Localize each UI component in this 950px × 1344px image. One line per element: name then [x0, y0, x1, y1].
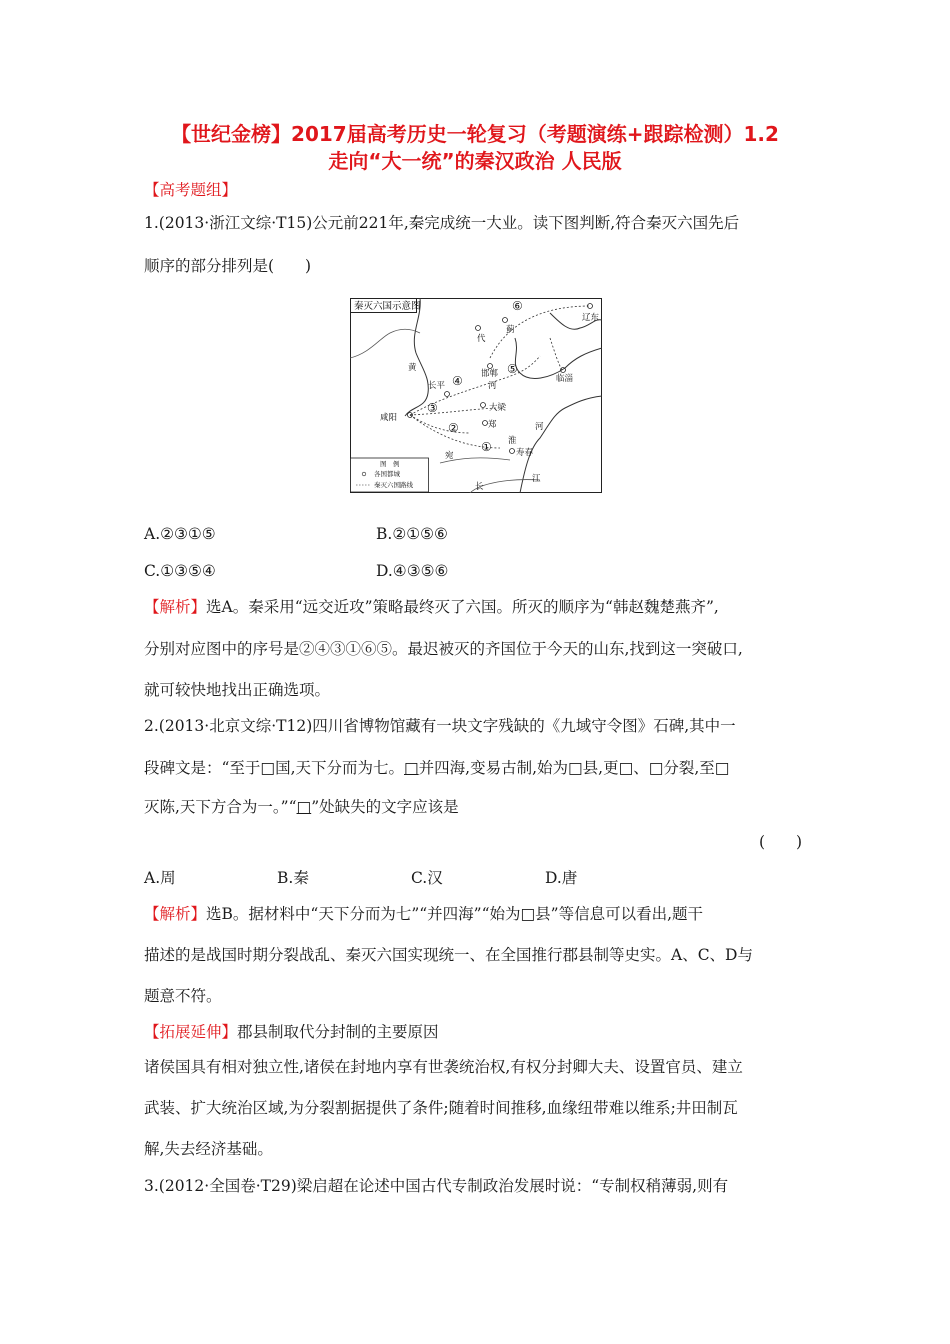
- extension-tag: 【拓展延伸】: [144, 1023, 238, 1041]
- q2-stem-text-3a: 灭陈,天下方合为一。”“: [144, 798, 297, 816]
- q2-stem-line-1: 2.(2013·北京文综·T12)四川省博物馆藏有一块文字残缺的《九域守令图》石碑,其中一: [144, 717, 736, 735]
- q2-analysis-tag: 【解析】: [144, 905, 207, 923]
- q2-stem-line-2: [144, 758, 729, 778]
- marker-3: ③: [427, 401, 438, 415]
- q1-analysis-line-1: [144, 597, 719, 617]
- qin-conquest-map: [350, 298, 602, 493]
- q1-analysis-text-1: 选A。秦采用“远交近攻”策略最终灭了六国。所灭的顺序为“韩赵魏楚燕齐”,: [206, 598, 719, 616]
- q2-option-b: B.秦: [277, 869, 309, 887]
- q1-analysis-line-3: 就可较快地找出正确选项。: [144, 681, 331, 699]
- q2-option-c: C.汉: [411, 869, 443, 887]
- q3-stem-line-1: 3.(2012·全国卷·T29)梁启超在论述中国古代专制政治发展时说：“专制权稍薄弱,则有: [144, 1177, 729, 1195]
- extension-line-1: 诸侯国具有相对独立性,诸侯在封地内享有世袭统治权,有权分封卿大夫、设置官员、建立: [144, 1058, 743, 1076]
- marker-4: ④: [452, 374, 463, 388]
- document-title-line-2: 走向“大一统”的秦汉政治 人民版: [328, 149, 622, 173]
- marker-2: ②: [448, 421, 459, 435]
- label-huai: 淮: [508, 436, 517, 446]
- label-wan: 宛: [445, 451, 454, 461]
- marker-1: ①: [481, 440, 492, 454]
- q2-option-d: D.唐: [545, 869, 578, 887]
- q2-analysis-text-1: 选B。据材料中“天下分而为七”“并四海”“始为□县”等信息可以看出,题干: [206, 905, 704, 923]
- label-huang: 黄: [408, 363, 417, 373]
- q2-stem-line-3: [144, 797, 459, 817]
- q1-stem-line-2: 顺序的部分排列是( ): [144, 257, 312, 275]
- label-handan: 邯郸: [481, 369, 499, 379]
- legend-capital: 各国都城: [374, 470, 400, 478]
- q2-blank-box: □: [404, 759, 419, 777]
- extension-heading: 郡县制取代分封制的主要原因: [237, 1023, 439, 1041]
- legend-title: 图 例: [380, 460, 400, 468]
- q2-stem-text-2a: 段碑文是：“至于□国,天下分而为七。: [144, 759, 404, 777]
- q1-option-c: C.①③⑤④: [144, 562, 216, 580]
- q2-analysis-line-3: 题意不符。: [144, 987, 222, 1005]
- label-he: 河: [488, 381, 497, 391]
- label-he-2: 河: [535, 422, 544, 432]
- label-chang: 长: [475, 482, 484, 492]
- q1-stem-line-1: 1.(2013·浙江文综·T15)公元前221年,秦完成统一大业。读下图判断,符合秦灭六国先后: [144, 214, 740, 232]
- q2-stem-text-2b: 并四海,变易古制,始为□县,更□、□分裂,至□: [418, 759, 730, 777]
- q1-option-b: B.②①⑤⑥: [376, 525, 448, 543]
- document-title-line-1: 【世纪金榜】2017届高考历史一轮复习（考题演练+跟踪检测）1.2: [171, 122, 779, 146]
- label-linzi: 临淄: [556, 374, 574, 384]
- label-dai: 代: [477, 334, 486, 344]
- q2-answer-paren: ( ): [759, 833, 803, 851]
- label-shouchun: 寿春: [516, 448, 534, 458]
- q2-stem-text-3b: ”处缺失的文字应该是: [311, 798, 459, 816]
- q1-option-a: A.②③①⑤: [144, 525, 216, 543]
- q1-option-d: D.④③⑤⑥: [376, 562, 449, 580]
- label-daliang: 大梁: [489, 403, 507, 413]
- q2-analysis-line-2: 描述的是战国时期分裂战乱、秦灭六国实现统一、在全国推行郡县制等史实。A、C、D与: [144, 946, 753, 964]
- map-title: 秦灭六国示意图: [354, 301, 421, 312]
- label-jiang: 江: [532, 474, 541, 484]
- label-ji: 蓟: [506, 325, 515, 335]
- extension-heading-line: [144, 1022, 439, 1042]
- label-zheng: 郑: [488, 420, 497, 430]
- marker-6: ⑥: [512, 299, 523, 313]
- extension-line-2: 武装、扩大统治区域,为分裂割据提供了条件;随着时间推移,血缘纽带难以维系;井田制瓦: [144, 1099, 738, 1117]
- marker-5: ⑤: [507, 362, 518, 376]
- label-liaodong: 辽东: [582, 313, 600, 323]
- q1-analysis-line-2: 分别对应图中的序号是②④③①⑥⑤。最迟被灭的齐国位于今天的山东,找到这一突破口,: [144, 640, 743, 658]
- q2-blank-box-2: □: [296, 798, 312, 816]
- section-tag: 【高考题组】: [144, 181, 238, 199]
- q2-analysis-line-1: [144, 904, 703, 924]
- legend-route: 秦灭六国路线: [374, 481, 413, 489]
- q1-analysis-tag: 【解析】: [144, 598, 207, 616]
- label-changping: 长平: [428, 381, 446, 391]
- label-xianyang: 咸阳: [380, 413, 398, 423]
- extension-line-3: 解,失去经济基础。: [144, 1140, 273, 1158]
- q2-option-a: A.周: [144, 869, 176, 887]
